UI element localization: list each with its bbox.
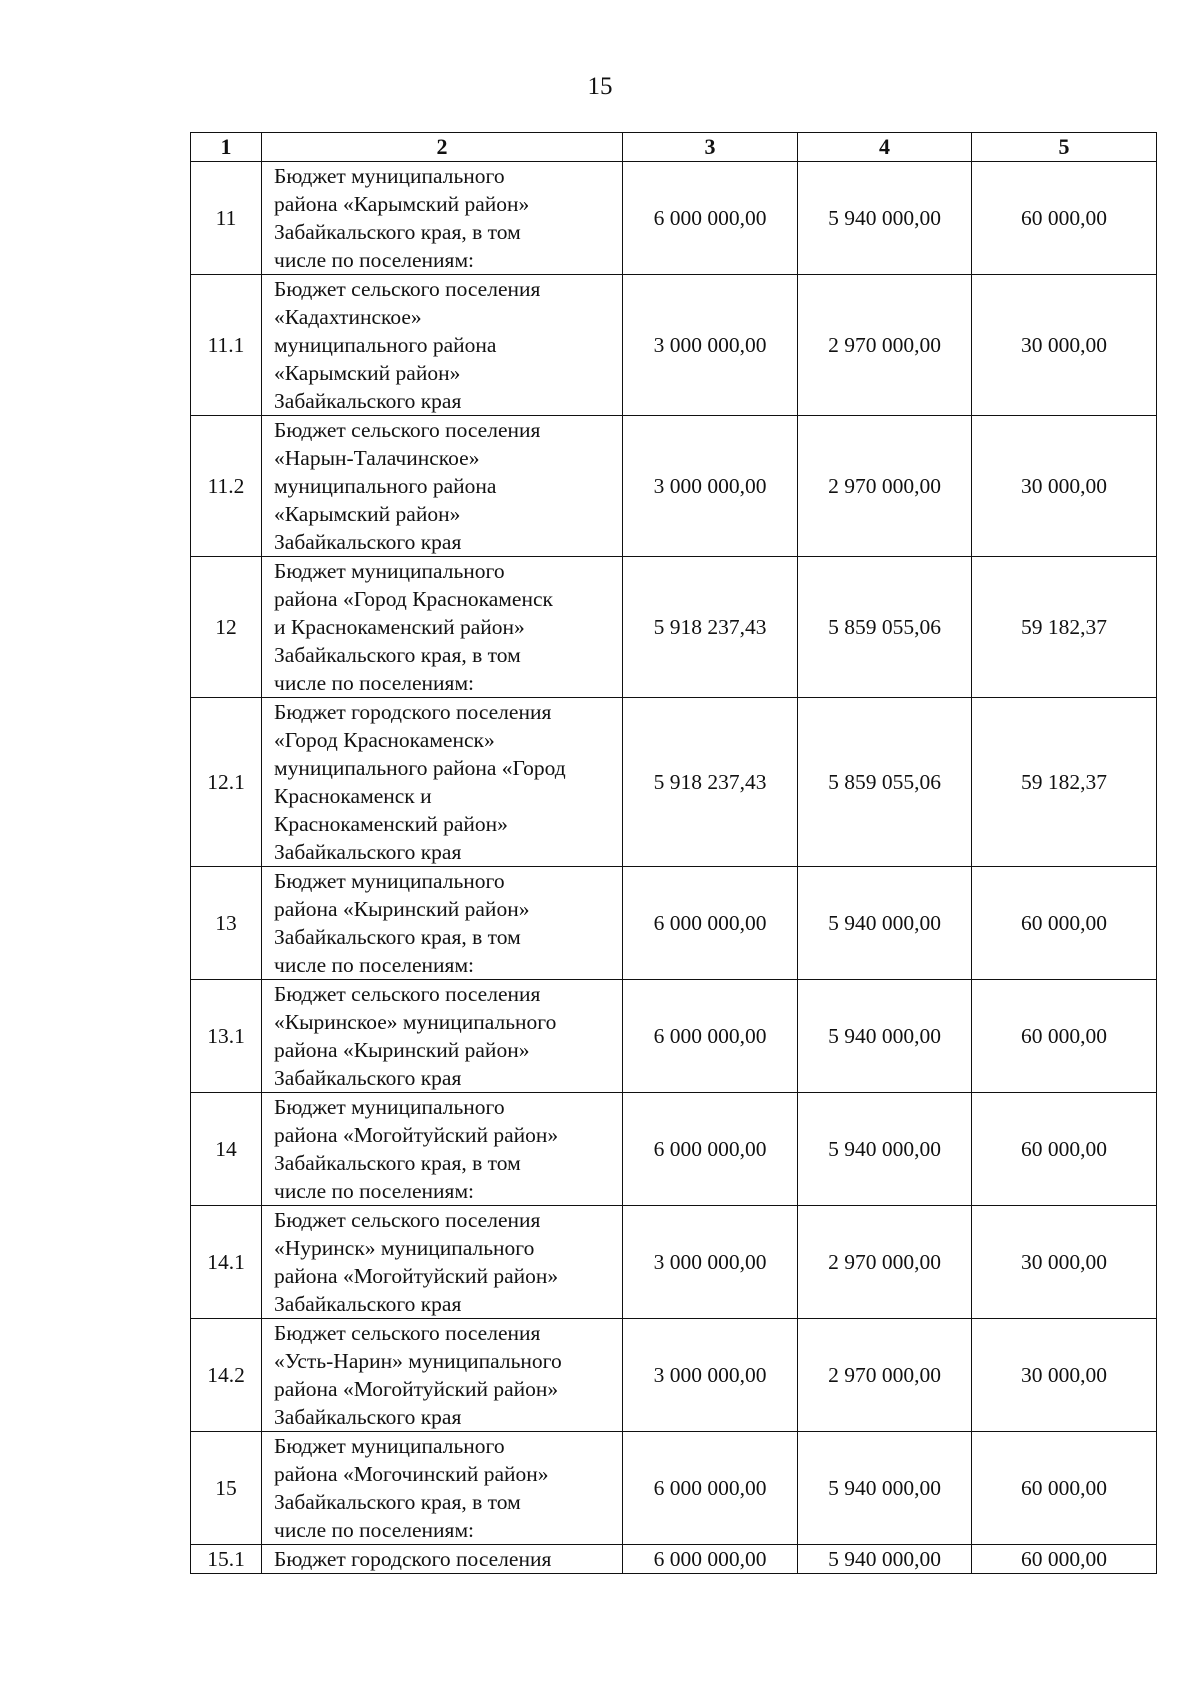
header-col-2: 2 [262, 133, 623, 162]
budget-name-line: «Нарын-Талачинское» [274, 446, 480, 470]
budget-name [262, 275, 623, 416]
amount-col4: 2 970 000,00 [798, 1319, 972, 1432]
budget-name-line: района «Карымский район» [274, 192, 530, 216]
budget-name-line: Забайкальского края, в том [274, 1151, 521, 1175]
budget-name-line: Забайкальского края [274, 1066, 462, 1090]
amount-col3: 3 000 000,00 [623, 1206, 798, 1319]
budget-name [262, 1206, 623, 1319]
amount-col5: 30 000,00 [972, 275, 1157, 416]
budget-name-line: Забайкальского края [274, 530, 462, 554]
row-number: 11.1 [191, 275, 262, 416]
amount-col5: 60 000,00 [972, 1545, 1157, 1574]
budget-name-line: числе по поселениям: [274, 1179, 475, 1203]
row-number: 12 [191, 557, 262, 698]
budget-name [262, 416, 623, 557]
row-number: 13.1 [191, 980, 262, 1093]
budget-name-line: Бюджет муниципального [274, 1095, 505, 1119]
budget-name-line: Бюджет сельского поселения [274, 982, 541, 1006]
row-number: 13 [191, 867, 262, 980]
amount-col4: 5 940 000,00 [798, 162, 972, 275]
amount-col4: 5 940 000,00 [798, 1093, 972, 1206]
amount-col3: 5 918 237,43 [623, 557, 798, 698]
budget-name-line: района «Могочинский район» [274, 1462, 549, 1486]
budget-name-line: Забайкальского края, в том [274, 925, 521, 949]
budget-name-line: Забайкальского края, в том [274, 220, 521, 244]
budget-name-line: района «Город Краснокаменск [274, 587, 553, 611]
budget-name-line: Забайкальского края [274, 1292, 462, 1316]
table-row [191, 275, 1157, 416]
table-row [191, 162, 1157, 275]
budget-name-line: Бюджет сельского поселения [274, 1321, 541, 1345]
amount-col4: 5 859 055,06 [798, 698, 972, 867]
budget-name-line: муниципального района «Город [274, 756, 566, 780]
table-row [191, 1093, 1157, 1206]
budget-name-line: «Кадахтинское» [274, 305, 422, 329]
amount-col5: 60 000,00 [972, 980, 1157, 1093]
table-row [191, 416, 1157, 557]
amount-col5: 30 000,00 [972, 1319, 1157, 1432]
row-number: 12.1 [191, 698, 262, 867]
amount-col3: 6 000 000,00 [623, 980, 798, 1093]
budget-name [262, 867, 623, 980]
table-row [191, 980, 1157, 1093]
header-col-5: 5 [972, 133, 1157, 162]
budget-name-line: района «Кыринский район» [274, 897, 530, 921]
budget-name-line: Бюджет сельского поселения [274, 277, 541, 301]
amount-col5: 30 000,00 [972, 1206, 1157, 1319]
page-number: 15 [587, 73, 613, 100]
amount-col3: 3 000 000,00 [623, 416, 798, 557]
header-row [191, 133, 1157, 162]
budget-name-line: района «Могойтуйский район» [274, 1264, 559, 1288]
budget-name-line: района «Могойтуйский район» [274, 1123, 559, 1147]
amount-col3: 6 000 000,00 [623, 867, 798, 980]
budget-name-line: Бюджет сельского поселения [274, 418, 541, 442]
budget-name-line: «Нуринск» муниципального [274, 1236, 535, 1260]
budget-name-line: района «Кыринский район» [274, 1038, 530, 1062]
table-body [191, 162, 1157, 1574]
row-number: 14 [191, 1093, 262, 1206]
table-row [191, 698, 1157, 867]
amount-col3: 6 000 000,00 [623, 1093, 798, 1206]
header-col-3: 3 [623, 133, 798, 162]
budget-name [262, 1545, 623, 1574]
budget-name-line: «Город Краснокаменск» [274, 728, 495, 752]
row-number: 14.2 [191, 1319, 262, 1432]
amount-col3: 3 000 000,00 [623, 275, 798, 416]
amount-col5: 60 000,00 [972, 162, 1157, 275]
table-row [191, 1206, 1157, 1319]
budget-name-line: района «Могойтуйский район» [274, 1377, 559, 1401]
amount-col4: 5 940 000,00 [798, 1432, 972, 1545]
budget-name-line: «Карымский район» [274, 361, 461, 385]
budget-name-line: Бюджет сельского поселения [274, 1208, 541, 1232]
amount-col5: 60 000,00 [972, 867, 1157, 980]
table-row [191, 557, 1157, 698]
amount-col3: 6 000 000,00 [623, 162, 798, 275]
header-col-1: 1 [191, 133, 262, 162]
budget-name [262, 1319, 623, 1432]
budget-name [262, 980, 623, 1093]
budget-name-line: муниципального района [274, 333, 497, 357]
budget-name-line: Бюджет муниципального [274, 559, 505, 583]
budget-name-line: Краснокаменск и [274, 784, 432, 808]
amount-col4: 2 970 000,00 [798, 416, 972, 557]
amount-col3: 6 000 000,00 [623, 1545, 798, 1574]
amount-col5: 30 000,00 [972, 416, 1157, 557]
table-row [191, 1432, 1157, 1545]
budget-name-line: Забайкальского края [274, 840, 462, 864]
budget-name [262, 162, 623, 275]
budget-name-line: «Усть-Нарин» муниципального [274, 1349, 562, 1373]
budget-table [190, 132, 1157, 1574]
budget-name [262, 557, 623, 698]
budget-name-line: «Кыринское» муниципального [274, 1010, 557, 1034]
table-row [191, 1545, 1157, 1574]
budget-name-line: Бюджет муниципального [274, 164, 505, 188]
table-header [191, 133, 1157, 162]
budget-name-line: числе по поселениям: [274, 1518, 475, 1542]
budget-name-line: Забайкальского края, в том [274, 1490, 521, 1514]
amount-col4: 5 940 000,00 [798, 1545, 972, 1574]
budget-name-line: Бюджет муниципального [274, 1434, 505, 1458]
amount-col4: 2 970 000,00 [798, 275, 972, 416]
budget-name-line: муниципального района [274, 474, 497, 498]
budget-name-line: Краснокаменский район» [274, 812, 508, 836]
budget-name [262, 1432, 623, 1545]
budget-name-line: числе по поселениям: [274, 671, 475, 695]
row-number: 11.2 [191, 416, 262, 557]
amount-col5: 59 182,37 [972, 698, 1157, 867]
header-col-4: 4 [798, 133, 972, 162]
table-row [191, 1319, 1157, 1432]
table-row [191, 867, 1157, 980]
amount-col5: 60 000,00 [972, 1432, 1157, 1545]
budget-name-line: Забайкальского края, в том [274, 643, 521, 667]
amount-col3: 6 000 000,00 [623, 1432, 798, 1545]
budget-name-line: Бюджет городского поселения [274, 700, 552, 724]
budget-name-line: Бюджет городского поселения [274, 1547, 552, 1571]
amount-col4: 5 859 055,06 [798, 557, 972, 698]
budget-name-line: и Краснокаменский район» [274, 615, 525, 639]
budget-name-line: Забайкальского края [274, 389, 462, 413]
amount-col4: 5 940 000,00 [798, 980, 972, 1093]
row-number: 14.1 [191, 1206, 262, 1319]
budget-name-line: Забайкальского края [274, 1405, 462, 1429]
amount-col5: 59 182,37 [972, 557, 1157, 698]
budget-name-line: «Карымский район» [274, 502, 461, 526]
row-number: 11 [191, 162, 262, 275]
amount-col4: 5 940 000,00 [798, 867, 972, 980]
budget-name-line: Бюджет муниципального [274, 869, 505, 893]
budget-name-line: числе по поселениям: [274, 953, 475, 977]
budget-name [262, 1093, 623, 1206]
budget-name-line: числе по поселениям: [274, 248, 475, 272]
row-number: 15.1 [191, 1545, 262, 1574]
row-number: 15 [191, 1432, 262, 1545]
amount-col4: 2 970 000,00 [798, 1206, 972, 1319]
amount-col3: 5 918 237,43 [623, 698, 798, 867]
budget-name [262, 698, 623, 867]
amount-col3: 3 000 000,00 [623, 1319, 798, 1432]
amount-col5: 60 000,00 [972, 1093, 1157, 1206]
